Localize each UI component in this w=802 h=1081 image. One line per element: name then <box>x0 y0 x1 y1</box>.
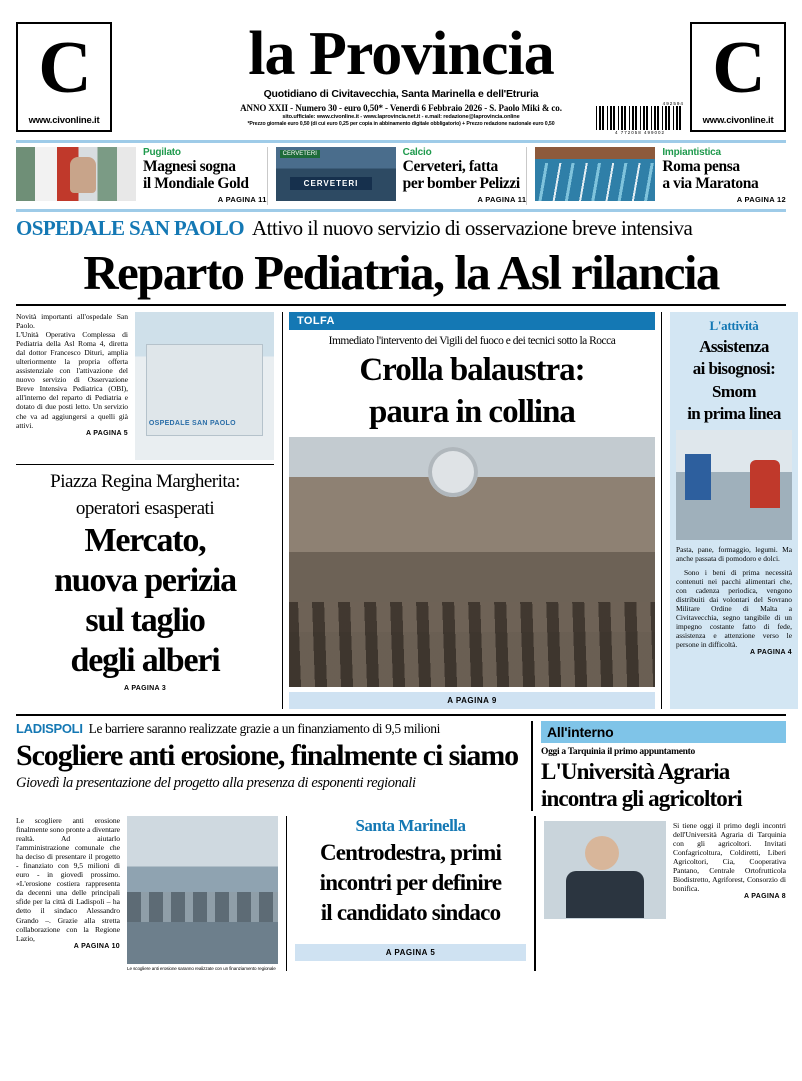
teaser-headline-line2: a via Maratona <box>662 175 759 192</box>
ladispoli-kicker-text: Le barriere saranno realizzate grazie a un finanziamento di 9,5 milioni <box>88 720 440 736</box>
price-note: *Prezzo giornale euro 0,50 (di cui euro 0,25 per copia in abbinamento digitale obbligatorio) + Prezzo redazione nazionale euro 0,50 <box>247 121 555 127</box>
market-headline-line3: sul taglio <box>85 601 205 639</box>
market-headline-line2: nuova perizia <box>54 561 236 599</box>
tolfa-page-ref: A PAGINA 9 <box>289 692 655 709</box>
paper-subtitle: Quotidiano di Civitavecchia, Santa Marinella e dell'Etruria <box>263 88 539 100</box>
tolfa-tag: TOLFA <box>289 312 655 330</box>
divider-left-1 <box>16 464 274 465</box>
lead-kicker-tag: OSPEDALE SAN PAOLO <box>16 215 245 240</box>
lead-body-p1: Novità importanti all'ospedale San Paolo. <box>16 311 128 330</box>
teaser-kicker: Calcio <box>402 147 432 158</box>
activity-headline-line1: Assistenza <box>699 336 769 356</box>
activity-kicker: L'attività <box>709 317 759 333</box>
inside-article-body <box>544 816 786 971</box>
left-column <box>16 312 274 709</box>
logo-url-left[interactable]: www.civonline.it <box>28 115 100 126</box>
bottom-row <box>16 816 786 971</box>
santa-marinella-kicker: Santa Marinella <box>355 815 466 835</box>
santa-marinella-headline-line3: il candidato sindaco <box>320 899 501 925</box>
market-page-ref: A PAGINA 3 <box>123 684 167 692</box>
landslide-balustrade-photo <box>289 437 655 687</box>
ladispoli-page-ref: A PAGINA 10 <box>73 942 120 950</box>
activity-headline-line4: in prima linea <box>687 404 781 423</box>
market-headline-line1: Mercato, <box>84 521 206 559</box>
ladispoli-headline-block[interactable] <box>16 721 523 811</box>
speaker-portrait-photo <box>544 821 666 919</box>
teaser-kicker: Impiantistica <box>662 147 721 158</box>
lead-page-ref: A PAGINA 5 <box>85 429 128 437</box>
inside-subhead: Oggi a Tarquinia il primo appuntamento <box>541 746 695 757</box>
barcode <box>596 101 684 135</box>
activity-headline-line2: ai bisognosi: <box>692 359 776 378</box>
teaser-item-impiantistica[interactable] <box>526 147 786 205</box>
market-article[interactable] <box>16 471 274 692</box>
logo-url-right[interactable]: www.civonline.it <box>702 115 774 126</box>
barcode-bars <box>596 106 684 130</box>
tolfa-subhead: Immediato l'intervento dei Vigili del fuoco e dei tecnici sotto la Rocca <box>328 334 616 347</box>
activity-page-ref: A PAGINA 4 <box>749 648 792 656</box>
inside-headline-line2: incontra gli agricoltori <box>541 785 742 811</box>
teaser-headline-line1: Cerveteri, fatta <box>402 158 498 175</box>
ladispoli-tag: LADISPOLI <box>16 720 83 736</box>
san-paolo-hospital-photo <box>135 312 274 460</box>
barcode-text: 4 772058 499002 <box>614 130 666 135</box>
teaser-headline-line1: Magnesi sogna <box>143 158 236 175</box>
activity-body-p1: Pasta, pane, formaggio, legumi. Ma anche passata di pomodoro e dolci. <box>676 544 792 563</box>
divider-blue-teasers <box>16 209 786 212</box>
tolfa-headline-line1[interactable]: Crolla balaustra: <box>359 351 585 388</box>
santa-marinella-article[interactable] <box>286 816 536 971</box>
inside-box[interactable] <box>531 721 786 811</box>
lead-article-block <box>16 312 274 460</box>
lead-headline[interactable]: Reparto Pediatria, la Asl rilancia <box>83 244 719 300</box>
teaser-kicker: Pugilato <box>143 147 181 158</box>
masthead-title-block <box>112 20 690 135</box>
inside-body: Si tiene oggi il primo degli incontri dell'Università Agraria di Tarquinia con gli agricoltori. Invitati Confagricoltura, Coldiretti, Liberi Agricoltori, Cia, Cooperativa Pantano, Centrale Ortofrutticola Biodistretto, Agriforest, Consorzio di bonifica. <box>673 820 786 894</box>
inside-headline-line1: L'Università Agraria <box>541 758 730 784</box>
lead-kicker-row <box>16 216 786 241</box>
ladispoli-kicker-row <box>16 721 523 737</box>
teaser-headline-line2: il Mondiale Gold <box>143 175 249 192</box>
logo-right[interactable] <box>690 22 786 132</box>
masthead <box>16 0 786 135</box>
ladispoli-headline: Scogliere anti erosione, finalmente ci siamo <box>16 738 519 772</box>
market-headline-line4: degli alberi <box>70 641 220 679</box>
logo-letter-left: C <box>38 27 90 109</box>
market-kicker-line2: operatori esasperati <box>75 497 215 519</box>
santa-marinella-headline-line1: Centrodestra, primi <box>319 839 502 865</box>
smom-volunteers-photo <box>676 430 792 540</box>
teaser-page-ref: A PAGINA 11 <box>477 195 527 204</box>
santa-marinella-headline-line2: incontri per definire <box>319 869 502 895</box>
teaser-headline-line1: Roma pensa <box>662 158 740 175</box>
divider-blue-top <box>16 140 786 143</box>
divider-black-mid <box>16 714 786 716</box>
right-column <box>670 312 798 709</box>
inside-page-ref: A PAGINA 8 <box>743 893 786 901</box>
ladispoli-standfirst: Giovedì la presentazione del progetto alla presenza di esponenti regionali <box>16 774 416 791</box>
tolfa-headline-line2[interactable]: paura in collina <box>369 393 575 430</box>
swimming-pool-photo <box>535 147 655 201</box>
issue-info <box>118 101 684 135</box>
ladispoli-body: Le scogliere anti erosione finalmente sono pronte a diventare realtà. Ad aiutarlo l'amministrazione comunale che ha deciso di presentare il progetto - finanziato con 9,5 milioni di euro - in giovedì prossimo. «L'erosione costiera rappresenta da decenni una delle principali sfide per la città di Ladispoli – ha detto il sindaco Alessandro Grando –. Grazie alla stretta collaborazione con la Regione Lazio, <box>16 815 120 943</box>
teaser-item-calcio[interactable] <box>267 147 527 205</box>
coastline-sea-photo <box>127 816 278 964</box>
santa-marinella-page-ref: A PAGINA 5 <box>295 944 526 961</box>
logo-left[interactable] <box>16 22 112 132</box>
teaser-page-ref: A PAGINA 12 <box>736 195 787 204</box>
lead-body-column <box>16 312 128 460</box>
teaser-page-ref: A PAGINA 11 <box>217 195 267 204</box>
cerveteri-fan-photo <box>276 147 396 201</box>
inside-tag: All'interno <box>541 721 786 743</box>
lead-body-p2: L'Unità Operativa Complessa di Pediatria della Asl Roma 4, diretta dal dottor Francesco Dituri, amplia ulteriormente la propria offerta assistenziale con l'attivazione del nuovo servizio di Osservazione Breve Intensiva Pediatrica (OBI), all'interno del reparto di Pediatria e dotato di due posti letto. Un servizio che va ad aggiungersi a quelli già attivi. <box>16 329 128 430</box>
ladispoli-article-body <box>16 816 278 971</box>
paper-title: la Provincia <box>248 20 554 88</box>
ladispoli-band <box>16 721 786 811</box>
issue-line: ANNO XXII - Numero 30 - euro 0,50* - Venerdì 6 Febbraio 2026 - S. Paolo Miki & co. <box>240 103 562 113</box>
divider-black-lead <box>16 304 786 306</box>
teaser-headline-line2: per bomber Pelizzi <box>402 175 520 192</box>
lead-kicker-text: Attivo il nuovo servizio di osservazione breve intensiva <box>252 215 693 240</box>
ladispoli-photo-caption: Le scogliere anti erosione saranno realizzate con un finanziamento regionale <box>127 965 276 971</box>
boxer-photo <box>16 147 136 201</box>
market-kicker-line1: Piazza Regina Margherita: <box>50 470 240 492</box>
teaser-item-pugilato[interactable] <box>16 147 267 205</box>
activity-body-p2: Sono i beni di prima necessità contenuti nei pacchi alimentari che, con cadenza periodica, vengono distribuiti dai volontari del Sovrano Militare Ordine di Malta a Civitavecchia, segno tangibile di un impegno costante fatto di fede, assistenza e attenzione verso le persone in difficoltà. <box>676 567 792 649</box>
activity-headline-line3: Smom <box>712 381 756 401</box>
logo-letter-right: C <box>712 27 764 109</box>
barcode-number: 492594 <box>662 101 684 106</box>
teaser-strip <box>16 147 786 205</box>
content-columns <box>16 311 792 709</box>
middle-column <box>282 312 662 709</box>
web-line: sito.ufficiale: www.civonline.it - www.laprovincia.net.it - e.mail: redazione@laprovincia.online <box>282 114 520 120</box>
